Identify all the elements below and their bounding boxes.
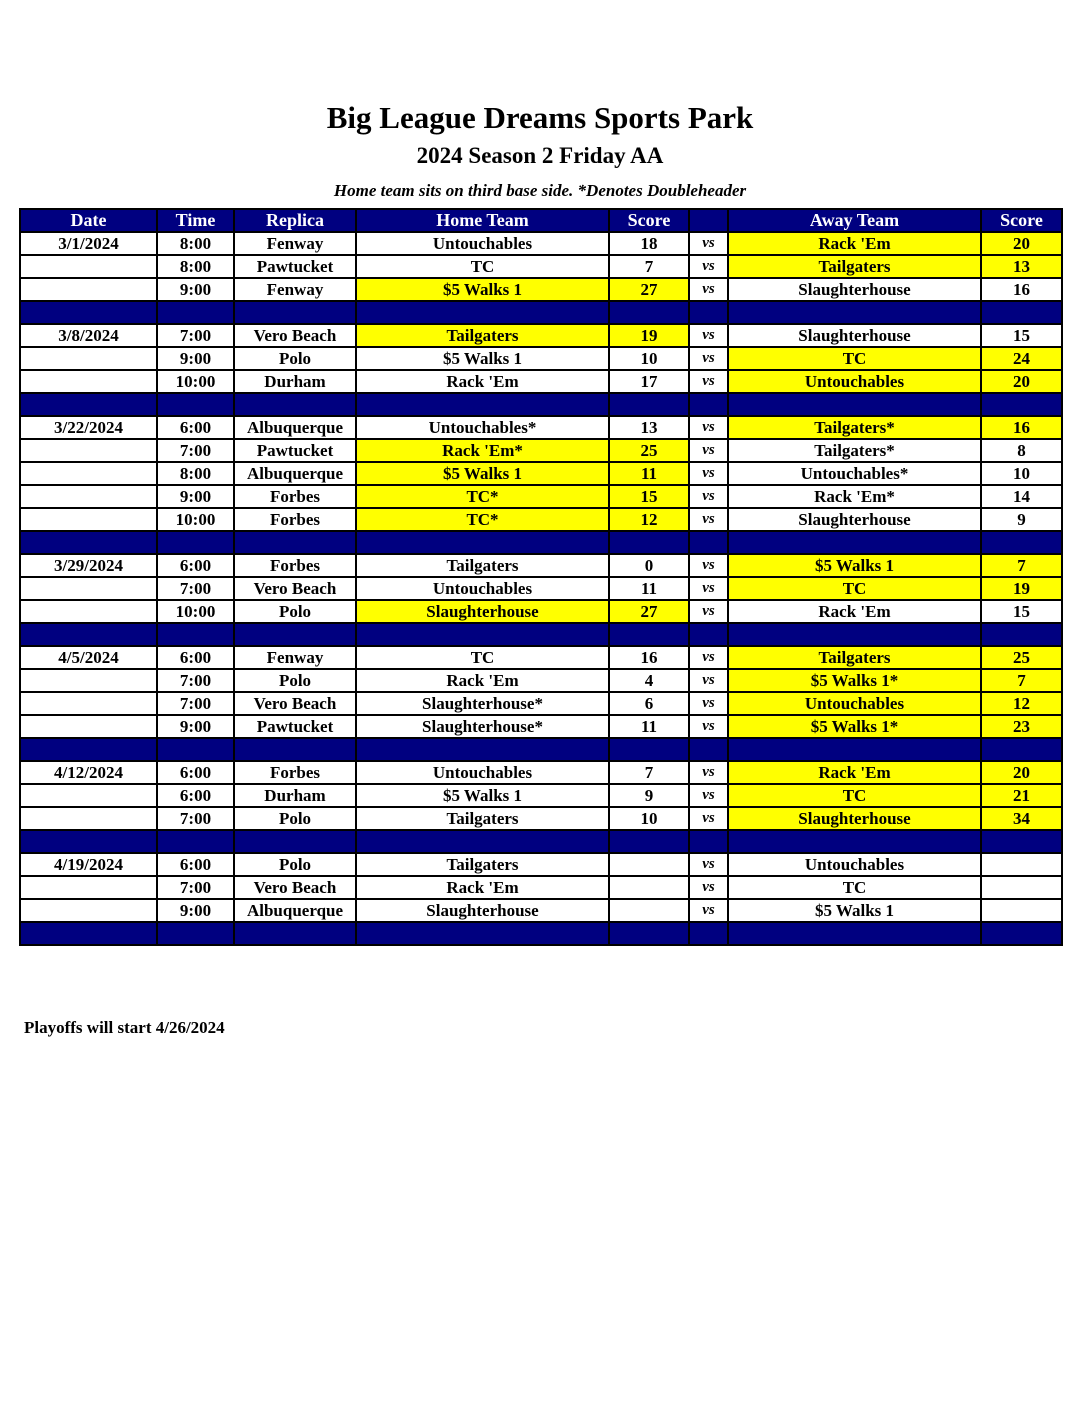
away-team: Slaughterhouse [728, 508, 981, 531]
separator-cell [609, 738, 689, 761]
game-date [20, 669, 157, 692]
game-date: 3/29/2024 [20, 554, 157, 577]
game-row [20, 508, 1062, 531]
away-score: 16 [981, 416, 1062, 439]
away-score: 7 [981, 554, 1062, 577]
game-date: 3/22/2024 [20, 416, 157, 439]
home-team: Tailgaters [356, 324, 609, 347]
vs-label: vs [689, 439, 728, 462]
game-replica: Fenway [234, 232, 356, 255]
game-replica: Durham [234, 370, 356, 393]
away-score: 10 [981, 462, 1062, 485]
vs-label: vs [689, 577, 728, 600]
home-team: Slaughterhouse [356, 600, 609, 623]
game-time: 7:00 [157, 324, 234, 347]
away-score [981, 899, 1062, 922]
game-date [20, 784, 157, 807]
game-time: 10:00 [157, 600, 234, 623]
game-row [20, 876, 1062, 899]
page-subtitle: 2024 Season 2 Friday AA [416, 143, 664, 168]
home-team: TC [356, 646, 609, 669]
game-time: 6:00 [157, 784, 234, 807]
home-team: TC* [356, 508, 609, 531]
home-team: Untouchables [356, 577, 609, 600]
vs-label: vs [689, 278, 728, 301]
separator-cell [689, 830, 728, 853]
away-team: TC [728, 577, 981, 600]
away-score: 20 [981, 761, 1062, 784]
game-row [20, 784, 1062, 807]
game-date [20, 462, 157, 485]
home-score: 9 [609, 784, 689, 807]
game-row [20, 577, 1062, 600]
away-score [981, 876, 1062, 899]
game-date [20, 485, 157, 508]
away-score: 9 [981, 508, 1062, 531]
separator-cell [981, 922, 1062, 945]
game-date: 4/5/2024 [20, 646, 157, 669]
vs-label: vs [689, 853, 728, 876]
away-score: 19 [981, 577, 1062, 600]
week-separator [20, 922, 1062, 945]
vs-label: vs [689, 370, 728, 393]
home-score: 10 [609, 807, 689, 830]
game-date [20, 255, 157, 278]
separator-cell [609, 623, 689, 646]
separator-cell [356, 393, 609, 416]
away-team: Tailgaters [728, 646, 981, 669]
separator-cell [356, 738, 609, 761]
separator-cell [234, 623, 356, 646]
away-team: Rack 'Em [728, 761, 981, 784]
game-time: 9:00 [157, 278, 234, 301]
away-score [981, 853, 1062, 876]
game-replica: Albuquerque [234, 899, 356, 922]
vs-label: vs [689, 600, 728, 623]
separator-cell [981, 531, 1062, 554]
away-team: Slaughterhouse [728, 807, 981, 830]
away-team: Rack 'Em* [728, 485, 981, 508]
separator-cell [609, 301, 689, 324]
game-replica: Pawtucket [234, 715, 356, 738]
away-team: Rack 'Em [728, 600, 981, 623]
away-score: 8 [981, 439, 1062, 462]
away-team: Untouchables* [728, 462, 981, 485]
home-score [609, 853, 689, 876]
home-score: 17 [609, 370, 689, 393]
away-score: 25 [981, 646, 1062, 669]
game-replica: Vero Beach [234, 876, 356, 899]
separator-cell [728, 623, 981, 646]
vs-label: vs [689, 807, 728, 830]
separator-cell [728, 393, 981, 416]
game-row [20, 485, 1062, 508]
week-separator [20, 531, 1062, 554]
game-row [20, 692, 1062, 715]
home-team: Tailgaters [356, 554, 609, 577]
game-time: 7:00 [157, 577, 234, 600]
home-score: 19 [609, 324, 689, 347]
game-date [20, 600, 157, 623]
game-replica: Pawtucket [234, 439, 356, 462]
away-team: Untouchables [728, 853, 981, 876]
game-date [20, 439, 157, 462]
game-row [20, 646, 1062, 669]
separator-cell [157, 738, 234, 761]
game-time: 7:00 [157, 807, 234, 830]
away-team: TC [728, 876, 981, 899]
separator-cell [20, 830, 157, 853]
separator-cell [20, 623, 157, 646]
away-score: 15 [981, 324, 1062, 347]
game-date [20, 508, 157, 531]
header-home-score: Score [609, 209, 689, 232]
separator-cell [157, 623, 234, 646]
away-team: Slaughterhouse [728, 278, 981, 301]
away-team: $5 Walks 1 [728, 899, 981, 922]
game-replica: Vero Beach [234, 692, 356, 715]
vs-label: vs [689, 669, 728, 692]
away-team: Untouchables [728, 692, 981, 715]
game-replica: Albuquerque [234, 462, 356, 485]
away-score: 34 [981, 807, 1062, 830]
separator-cell [609, 393, 689, 416]
separator-cell [356, 623, 609, 646]
game-date [20, 347, 157, 370]
playoffs-note: Playoffs will start 4/26/2024 [24, 1018, 225, 1037]
game-replica: Polo [234, 853, 356, 876]
header-home-team: Home Team [356, 209, 609, 232]
game-date [20, 278, 157, 301]
separator-cell [609, 830, 689, 853]
away-team: $5 Walks 1 [728, 554, 981, 577]
away-score: 16 [981, 278, 1062, 301]
home-score: 16 [609, 646, 689, 669]
vs-label: vs [689, 485, 728, 508]
home-score [609, 876, 689, 899]
away-score: 20 [981, 370, 1062, 393]
header-vs [689, 209, 728, 232]
home-team: Rack 'Em [356, 669, 609, 692]
away-score: 7 [981, 669, 1062, 692]
home-score: 0 [609, 554, 689, 577]
game-date [20, 715, 157, 738]
away-score: 12 [981, 692, 1062, 715]
game-replica: Pawtucket [234, 255, 356, 278]
game-time: 8:00 [157, 255, 234, 278]
game-row [20, 554, 1062, 577]
game-date [20, 370, 157, 393]
separator-cell [234, 393, 356, 416]
game-replica: Durham [234, 784, 356, 807]
game-time: 6:00 [157, 853, 234, 876]
separator-cell [20, 922, 157, 945]
separator-cell [689, 738, 728, 761]
game-row [20, 347, 1062, 370]
game-replica: Polo [234, 347, 356, 370]
separator-cell [981, 393, 1062, 416]
home-team: TC [356, 255, 609, 278]
separator-cell [609, 531, 689, 554]
away-team: Slaughterhouse [728, 324, 981, 347]
schedule-table [19, 208, 1063, 946]
vs-label: vs [689, 347, 728, 370]
home-score: 25 [609, 439, 689, 462]
separator-cell [689, 531, 728, 554]
game-time: 6:00 [157, 554, 234, 577]
game-replica: Forbes [234, 508, 356, 531]
away-team: TC [728, 347, 981, 370]
week-separator [20, 393, 1062, 416]
away-score: 21 [981, 784, 1062, 807]
separator-cell [157, 301, 234, 324]
home-team: $5 Walks 1 [356, 784, 609, 807]
header-replica: Replica [234, 209, 356, 232]
away-score: 24 [981, 347, 1062, 370]
away-team: $5 Walks 1* [728, 669, 981, 692]
home-score: 4 [609, 669, 689, 692]
separator-cell [981, 623, 1062, 646]
game-replica: Forbes [234, 761, 356, 784]
separator-cell [157, 393, 234, 416]
away-score: 14 [981, 485, 1062, 508]
game-row [20, 807, 1062, 830]
game-date [20, 692, 157, 715]
game-date [20, 876, 157, 899]
separator-cell [157, 922, 234, 945]
game-date: 3/8/2024 [20, 324, 157, 347]
separator-cell [981, 738, 1062, 761]
game-time: 6:00 [157, 646, 234, 669]
vs-label: vs [689, 324, 728, 347]
home-score: 10 [609, 347, 689, 370]
game-time: 7:00 [157, 692, 234, 715]
away-score: 15 [981, 600, 1062, 623]
home-team: Rack 'Em* [356, 439, 609, 462]
away-score: 20 [981, 232, 1062, 255]
home-team: Untouchables [356, 761, 609, 784]
game-row [20, 232, 1062, 255]
game-time: 9:00 [157, 899, 234, 922]
vs-label: vs [689, 876, 728, 899]
separator-cell [356, 301, 609, 324]
vs-label: vs [689, 554, 728, 577]
game-date [20, 577, 157, 600]
game-replica: Vero Beach [234, 577, 356, 600]
schedule-note: Home team sits on third base side. *Denotes Doubleheader [333, 181, 747, 200]
away-team: Rack 'Em [728, 232, 981, 255]
header-time: Time [157, 209, 234, 232]
separator-cell [157, 830, 234, 853]
home-team: Untouchables* [356, 416, 609, 439]
home-team: Untouchables [356, 232, 609, 255]
game-row [20, 462, 1062, 485]
home-score: 11 [609, 577, 689, 600]
separator-cell [20, 738, 157, 761]
away-team: Tailgaters* [728, 439, 981, 462]
game-time: 6:00 [157, 416, 234, 439]
header-away-score: Score [981, 209, 1062, 232]
week-separator [20, 830, 1062, 853]
game-time: 9:00 [157, 347, 234, 370]
separator-cell [728, 301, 981, 324]
game-row [20, 715, 1062, 738]
game-replica: Polo [234, 600, 356, 623]
header-away-team: Away Team [728, 209, 981, 232]
home-score: 15 [609, 485, 689, 508]
game-date [20, 899, 157, 922]
game-row [20, 853, 1062, 876]
home-team: TC* [356, 485, 609, 508]
home-team: Tailgaters [356, 853, 609, 876]
game-row [20, 669, 1062, 692]
separator-cell [728, 738, 981, 761]
game-replica: Vero Beach [234, 324, 356, 347]
game-date: 3/1/2024 [20, 232, 157, 255]
away-team: Untouchables [728, 370, 981, 393]
vs-label: vs [689, 784, 728, 807]
vs-label: vs [689, 761, 728, 784]
separator-cell [234, 922, 356, 945]
game-time: 10:00 [157, 370, 234, 393]
game-replica: Fenway [234, 646, 356, 669]
away-score: 13 [981, 255, 1062, 278]
away-score: 23 [981, 715, 1062, 738]
separator-cell [689, 623, 728, 646]
game-row [20, 600, 1062, 623]
home-team: Slaughterhouse [356, 899, 609, 922]
game-replica: Forbes [234, 485, 356, 508]
away-team: Tailgaters [728, 255, 981, 278]
week-separator [20, 301, 1062, 324]
separator-cell [728, 531, 981, 554]
separator-cell [609, 922, 689, 945]
game-time: 8:00 [157, 232, 234, 255]
vs-label: vs [689, 508, 728, 531]
separator-cell [728, 922, 981, 945]
game-date [20, 807, 157, 830]
separator-cell [20, 393, 157, 416]
away-team: TC [728, 784, 981, 807]
home-score: 6 [609, 692, 689, 715]
home-score: 13 [609, 416, 689, 439]
separator-cell [157, 531, 234, 554]
game-replica: Polo [234, 669, 356, 692]
separator-cell [234, 738, 356, 761]
separator-cell [20, 301, 157, 324]
home-team: Rack 'Em [356, 370, 609, 393]
game-time: 10:00 [157, 508, 234, 531]
home-score: 27 [609, 278, 689, 301]
vs-label: vs [689, 646, 728, 669]
home-score: 12 [609, 508, 689, 531]
home-team: $5 Walks 1 [356, 278, 609, 301]
separator-cell [234, 830, 356, 853]
home-team: Slaughterhouse* [356, 692, 609, 715]
vs-label: vs [689, 255, 728, 278]
week-separator [20, 623, 1062, 646]
game-time: 6:00 [157, 761, 234, 784]
home-score: 11 [609, 715, 689, 738]
home-team: $5 Walks 1 [356, 347, 609, 370]
separator-cell [356, 830, 609, 853]
separator-cell [689, 393, 728, 416]
separator-cell [728, 830, 981, 853]
game-row [20, 761, 1062, 784]
game-time: 7:00 [157, 439, 234, 462]
game-time: 7:00 [157, 876, 234, 899]
game-row [20, 899, 1062, 922]
game-time: 8:00 [157, 462, 234, 485]
game-row [20, 370, 1062, 393]
separator-cell [356, 922, 609, 945]
home-score [609, 899, 689, 922]
game-date: 4/12/2024 [20, 761, 157, 784]
away-team: Tailgaters* [728, 416, 981, 439]
game-time: 9:00 [157, 485, 234, 508]
game-replica: Forbes [234, 554, 356, 577]
home-team: $5 Walks 1 [356, 462, 609, 485]
home-team: Slaughterhouse* [356, 715, 609, 738]
week-separator [20, 738, 1062, 761]
header-date: Date [20, 209, 157, 232]
game-date: 4/19/2024 [20, 853, 157, 876]
home-score: 27 [609, 600, 689, 623]
page-title: Big League Dreams Sports Park [326, 100, 754, 135]
separator-cell [689, 301, 728, 324]
separator-cell [234, 301, 356, 324]
game-replica: Albuquerque [234, 416, 356, 439]
vs-label: vs [689, 232, 728, 255]
separator-cell [20, 531, 157, 554]
game-row [20, 416, 1062, 439]
home-team: Tailgaters [356, 807, 609, 830]
home-team: Rack 'Em [356, 876, 609, 899]
game-time: 7:00 [157, 669, 234, 692]
separator-cell [689, 922, 728, 945]
game-replica: Polo [234, 807, 356, 830]
game-replica: Fenway [234, 278, 356, 301]
separator-cell [234, 531, 356, 554]
game-row [20, 324, 1062, 347]
home-score: 11 [609, 462, 689, 485]
game-row [20, 278, 1062, 301]
separator-cell [981, 830, 1062, 853]
separator-cell [981, 301, 1062, 324]
vs-label: vs [689, 692, 728, 715]
game-row [20, 255, 1062, 278]
separator-cell [356, 531, 609, 554]
game-time: 9:00 [157, 715, 234, 738]
vs-label: vs [689, 416, 728, 439]
game-row [20, 439, 1062, 462]
home-score: 7 [609, 761, 689, 784]
table-header-row [20, 209, 1062, 232]
vs-label: vs [689, 462, 728, 485]
home-score: 18 [609, 232, 689, 255]
home-score: 7 [609, 255, 689, 278]
vs-label: vs [689, 899, 728, 922]
away-team: $5 Walks 1* [728, 715, 981, 738]
vs-label: vs [689, 715, 728, 738]
